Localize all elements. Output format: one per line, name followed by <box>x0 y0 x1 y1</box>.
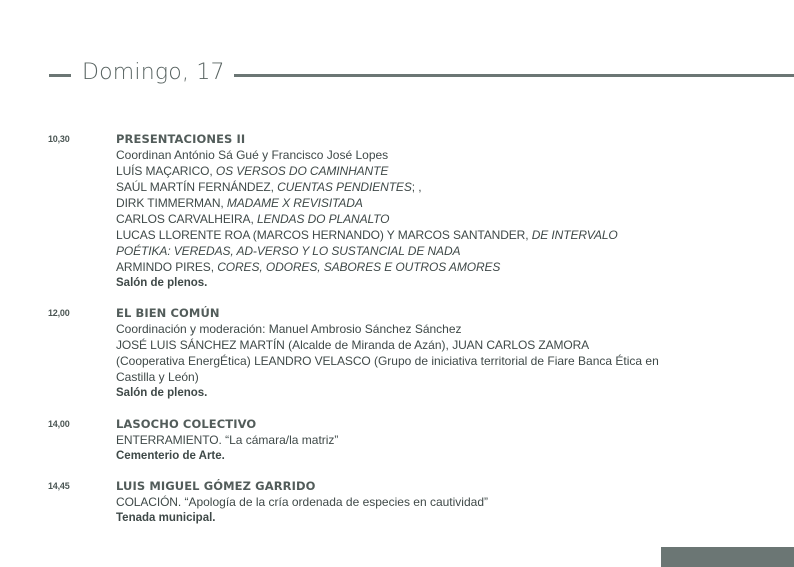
event-title: LUIS MIGUEL GÓMEZ GARRIDO <box>116 479 316 493</box>
activity-type: COLACIÓN. <box>116 495 182 509</box>
participants-line <box>116 337 716 353</box>
event-body <box>116 305 716 401</box>
event-activity <box>116 494 716 510</box>
presentation-author: ARMINDO PIRES, <box>116 260 214 274</box>
participant-org: (Cooperativa EnergÉtica) <box>116 354 255 368</box>
participant-org: (Alcalde de Miranda de Azán), <box>284 338 453 352</box>
event-title: LASOCHO COLECTIVO <box>116 417 257 431</box>
event-activity <box>116 432 716 448</box>
presentation-item <box>116 179 716 195</box>
participant-name: JUAN CARLOS ZAMORA <box>452 338 590 352</box>
presentation-author: LUÍS MAÇARICO, <box>116 164 213 178</box>
presentation-work: OS VERSOS DO CAMINHANTE <box>215 164 389 178</box>
presentation-item <box>116 227 716 243</box>
presentation-author: CARLOS CARVALHEIRA, <box>116 212 254 226</box>
participant-name: LEANDRO VELASCO <box>254 354 371 368</box>
activity-text: “La cámara/la matriz” <box>221 433 339 447</box>
presentation-item <box>116 195 716 211</box>
presentation-author: SAÚL MARTÍN FERNÁNDEZ, <box>116 180 274 194</box>
presentation-item <box>116 243 716 259</box>
page-title: Domingo, 17 <box>82 60 225 85</box>
event-time: 12,00 <box>48 308 70 318</box>
presentation-author: LUCAS LLORENTE ROA (MARCOS HERNANDO) Y MARCOS SANTANDER, <box>116 228 529 242</box>
presentation-work: CUENTAS PENDIENTES <box>277 180 412 194</box>
presentation-work: MADAME X REVISITADA <box>226 196 363 210</box>
presentation-suffix: ; , <box>411 180 422 194</box>
presentation-work: DE INTERVALO <box>531 228 618 242</box>
event-time: 14,00 <box>48 419 70 429</box>
presentation-work: POÉTIKA: VEREDAS, AD-VERSO Y LO SUSTANCIAL DE NADA <box>116 244 461 258</box>
participant-org: (Grupo de iniciativa territorial de Fiare Banca Ética en <box>370 354 659 368</box>
participant-name: JOSÉ LUIS SÁNCHEZ MARTÍN <box>116 338 285 352</box>
event-coordinators: Coordinación y moderación: Manuel Ambrosio Sánchez Sánchez <box>116 322 462 336</box>
event-time: 10,30 <box>48 134 70 144</box>
event-venue: Cementerio de Arte. <box>116 450 225 462</box>
participants-line: Castilla y León) <box>116 370 199 384</box>
event-body <box>116 416 716 464</box>
event-coordinators: Coordinan António Sá Gué y Francisco José Lopes <box>116 148 389 162</box>
event-title: EL BIEN COMÚN <box>116 306 220 320</box>
event-venue: Salón de plenos. <box>116 387 208 399</box>
event-body <box>116 478 716 526</box>
participants-line <box>116 353 716 369</box>
event-venue: Tenada municipal. <box>116 512 216 524</box>
presentation-author: DIRK TIMMERMAN, <box>116 196 224 210</box>
event-venue: Salón de plenos. <box>116 277 208 289</box>
event-time: 14,45 <box>48 481 70 491</box>
presentation-item <box>116 163 716 179</box>
event-body <box>116 131 716 291</box>
presentation-item <box>116 259 716 275</box>
presentation-item <box>116 211 716 227</box>
activity-text: “Apología de la cría ordenada de especies en cautividad” <box>181 495 488 509</box>
event-title: PRESENTACIONES II <box>116 132 246 146</box>
activity-type: ENTERRAMIENTO. <box>116 433 222 447</box>
presentation-work: CORES, ODORES, SABORES E OUTROS AMORES <box>217 260 501 274</box>
footer-bar <box>661 547 794 567</box>
presentation-work: LENDAS DO PLANALTO <box>256 212 390 226</box>
